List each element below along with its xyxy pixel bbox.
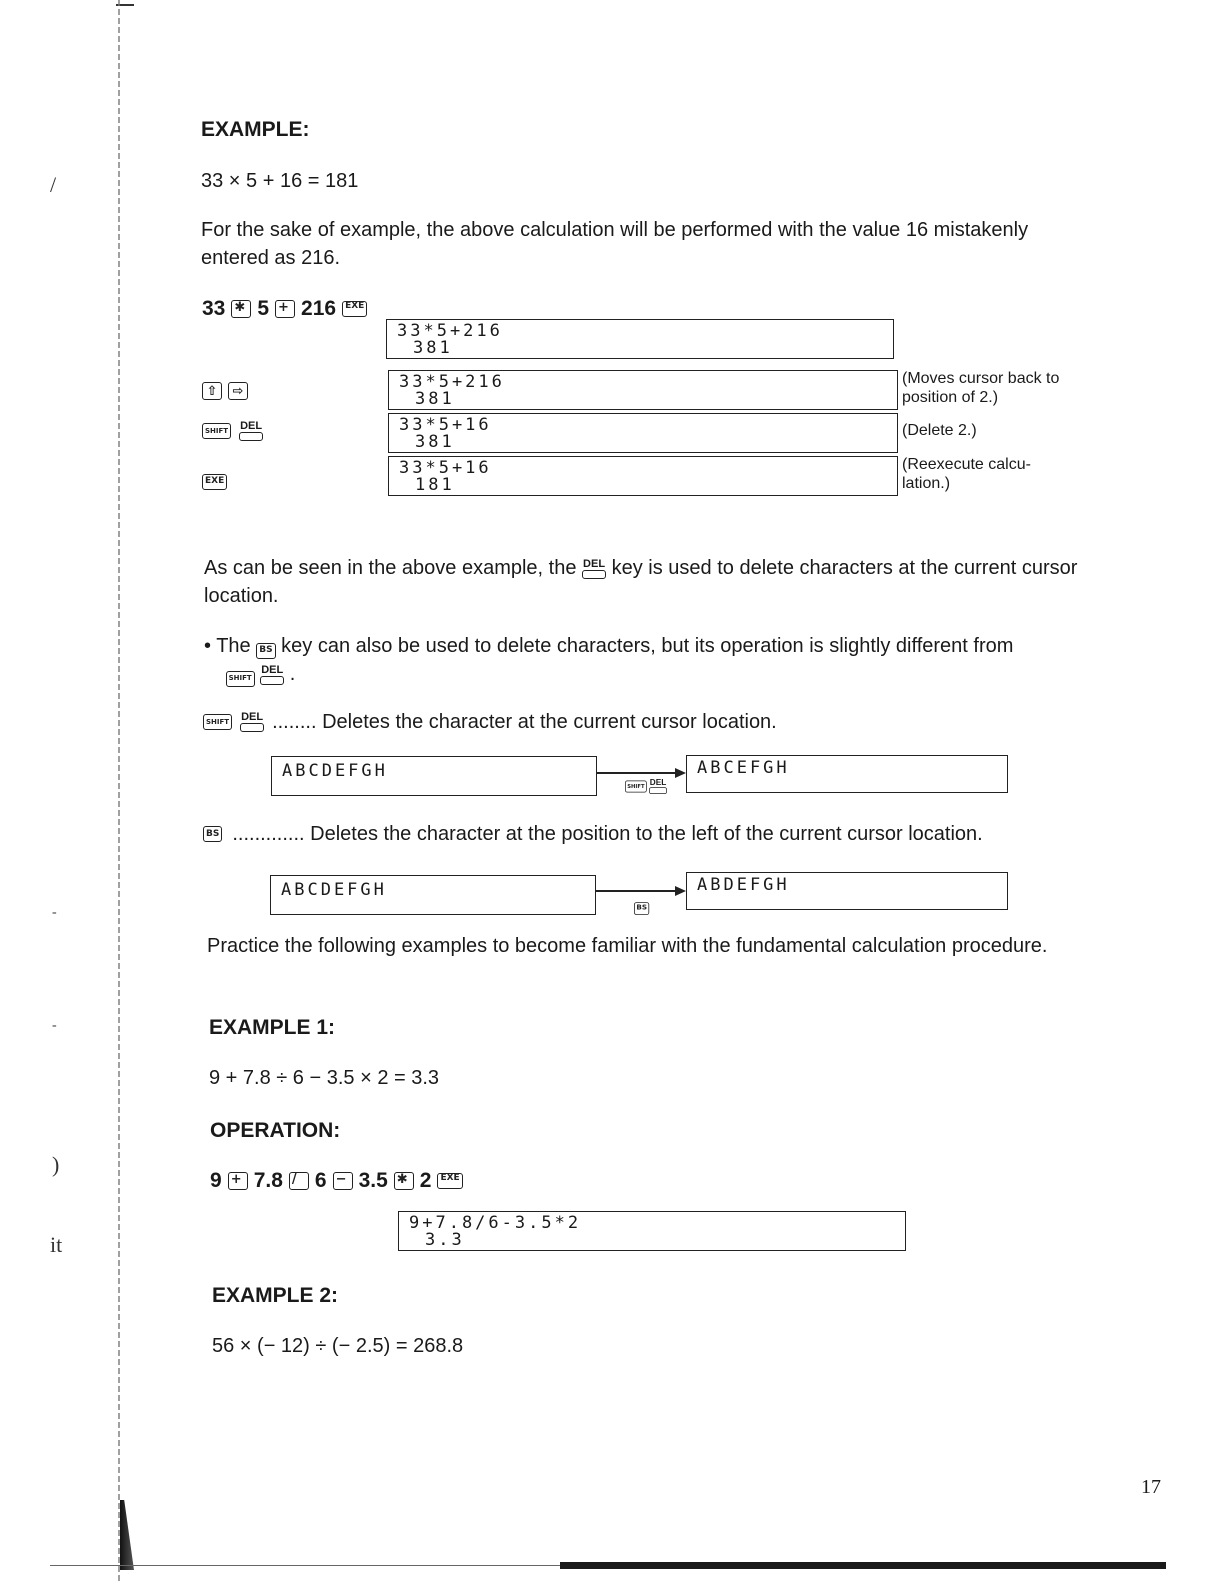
bs-key: BS <box>203 826 222 842</box>
exe-key: EXE <box>342 301 367 317</box>
lcd-note: (Reexecute calcu-lation.) <box>902 456 1031 492</box>
arrow-head <box>675 768 686 778</box>
lcd-line-2: 3.3 <box>425 1230 465 1250</box>
sequence-number: 6 <box>314 1169 327 1192</box>
bs-description-text: ............. Deletes the character at the position to the left of the current cursor location. <box>232 823 983 845</box>
del-key-label: DEL <box>240 420 263 432</box>
lcd-display <box>388 370 898 410</box>
arrow-line <box>597 772 677 774</box>
del-key <box>649 779 667 794</box>
exe-key: EXE <box>202 474 227 490</box>
sequence-number: 216 <box>301 297 337 320</box>
del-explanation <box>204 554 1094 610</box>
multiply-key: ✱ <box>394 1172 414 1190</box>
margin-mark: / <box>50 172 57 197</box>
bs-key: BS <box>256 643 275 659</box>
cursor-keys <box>202 382 248 400</box>
operation-heading: OPERATION: <box>210 1119 341 1142</box>
shift-del-keys <box>202 421 263 441</box>
practice-paragraph: Practice the following examples to become familiar with the fundamental calculation procedure. <box>207 935 1048 957</box>
example1-lcd-display <box>398 1211 906 1251</box>
example-heading: EXAMPLE: <box>201 118 310 141</box>
divide-key: / <box>289 1172 309 1190</box>
bullet-end: . <box>289 663 296 685</box>
margin-mark: - <box>52 905 57 920</box>
lcd-line-1: 33*5+216 <box>399 372 505 392</box>
lcd-display <box>386 319 894 359</box>
del-demo-after-display: ABCEFGH <box>686 755 1008 793</box>
multiply-key: ✱ <box>231 300 251 318</box>
example-key-sequence <box>202 297 367 321</box>
lcd-line-2: 381 <box>413 338 453 358</box>
minus-key: − <box>333 1172 353 1190</box>
del-explanation-text-b: key is used to delete characters at the current cursor location. <box>204 557 1078 607</box>
plus-key: + <box>275 300 295 318</box>
arrow-line <box>596 890 676 892</box>
shift-key: SHIFT <box>625 781 647 793</box>
shift-del-description-text: ........ Deletes the character at the current cursor location. <box>272 711 777 733</box>
margin-mark: ) <box>52 1152 60 1177</box>
example-formula: 33 × 5 + 16 = 181 <box>201 170 359 192</box>
lcd-display <box>388 413 898 453</box>
shift-key: SHIFT <box>203 714 232 730</box>
exe-key: EXE <box>437 1173 462 1189</box>
demo-bs-key <box>634 899 649 915</box>
bs-key: BS <box>634 902 649 915</box>
binding-edge <box>118 0 120 1584</box>
page-number: 17 <box>1141 1476 1161 1498</box>
del-key-label: DEL <box>649 778 667 788</box>
sequence-number: 33 <box>202 297 226 320</box>
del-demo-before-display: ABCDEFGH <box>271 756 597 796</box>
del-key-label: DEL <box>261 663 284 676</box>
margin-mark: it <box>50 1232 63 1257</box>
shift-up-arrow-key: ⇧ <box>202 382 222 400</box>
bs-description <box>203 820 983 848</box>
bullet-text-b: key can also be used to delete characters, but its operation is slightly different from <box>281 635 1014 657</box>
sequence-number: 2 <box>419 1169 432 1192</box>
lcd-note: (Moves cursor back to position of 2.) <box>902 370 1060 406</box>
sequence-number: 5 <box>257 297 270 320</box>
example2-formula: 56 × (− 12) ÷ (− 2.5) = 268.8 <box>212 1335 464 1357</box>
bottom-edge-bar <box>560 1562 1166 1569</box>
shift-del-description <box>203 708 777 736</box>
bs-bullet <box>204 632 1094 688</box>
example1-heading: EXAMPLE 1: <box>209 1016 336 1039</box>
demo-shift-del-keys <box>625 779 667 794</box>
del-explanation-text-a: As can be seen in the above example, the <box>204 557 577 579</box>
del-key <box>240 712 264 732</box>
plus-key: + <box>228 1172 248 1190</box>
lcd-line-1: 9+7.8/6-3.5*2 <box>409 1213 582 1233</box>
lcd-line-2: 381 <box>415 389 455 409</box>
bs-demo-after-display: ABDEFGH <box>686 872 1008 910</box>
lcd-line-2: 381 <box>415 432 455 452</box>
example1-key-sequence <box>210 1169 463 1193</box>
shift-key: SHIFT <box>202 423 231 439</box>
del-key <box>582 559 606 579</box>
del-key <box>260 665 284 685</box>
del-key-label: DEL <box>583 557 606 570</box>
bottom-edge-line <box>50 1565 560 1566</box>
exe-key-row <box>202 470 227 490</box>
arrow-head <box>675 886 686 896</box>
example-intro: For the sake of example, the above calculation will be performed with the value 16 mistakenly entered as 216. <box>201 219 1029 269</box>
lcd-display <box>388 456 898 496</box>
del-key-label: DEL <box>241 711 264 723</box>
lcd-line-1: 33*5+16 <box>399 415 492 435</box>
shift-key: SHIFT <box>226 671 255 687</box>
bs-demo-before-display: ABCDEFGH <box>270 875 596 915</box>
lcd-note: (Delete 2.) <box>902 422 977 439</box>
lcd-line-1: 33*5+16 <box>399 458 492 478</box>
lcd-line-2: 181 <box>415 475 455 495</box>
sequence-number: 7.8 <box>253 1169 283 1192</box>
example1-formula: 9 + 7.8 ÷ 6 − 3.5 × 2 = 3.3 <box>209 1067 440 1089</box>
example2-heading: EXAMPLE 2: <box>212 1284 339 1307</box>
sequence-number: 3.5 <box>358 1169 388 1192</box>
cursor-right-key: ⇨ <box>228 382 248 400</box>
lcd-line-1: 33*5+216 <box>397 321 503 341</box>
bullet-text-a: • The <box>204 635 251 657</box>
del-key <box>239 421 263 441</box>
sequence-number: 9 <box>210 1169 222 1192</box>
binding-shadow <box>120 1500 134 1570</box>
margin-mark: - <box>52 1018 57 1033</box>
